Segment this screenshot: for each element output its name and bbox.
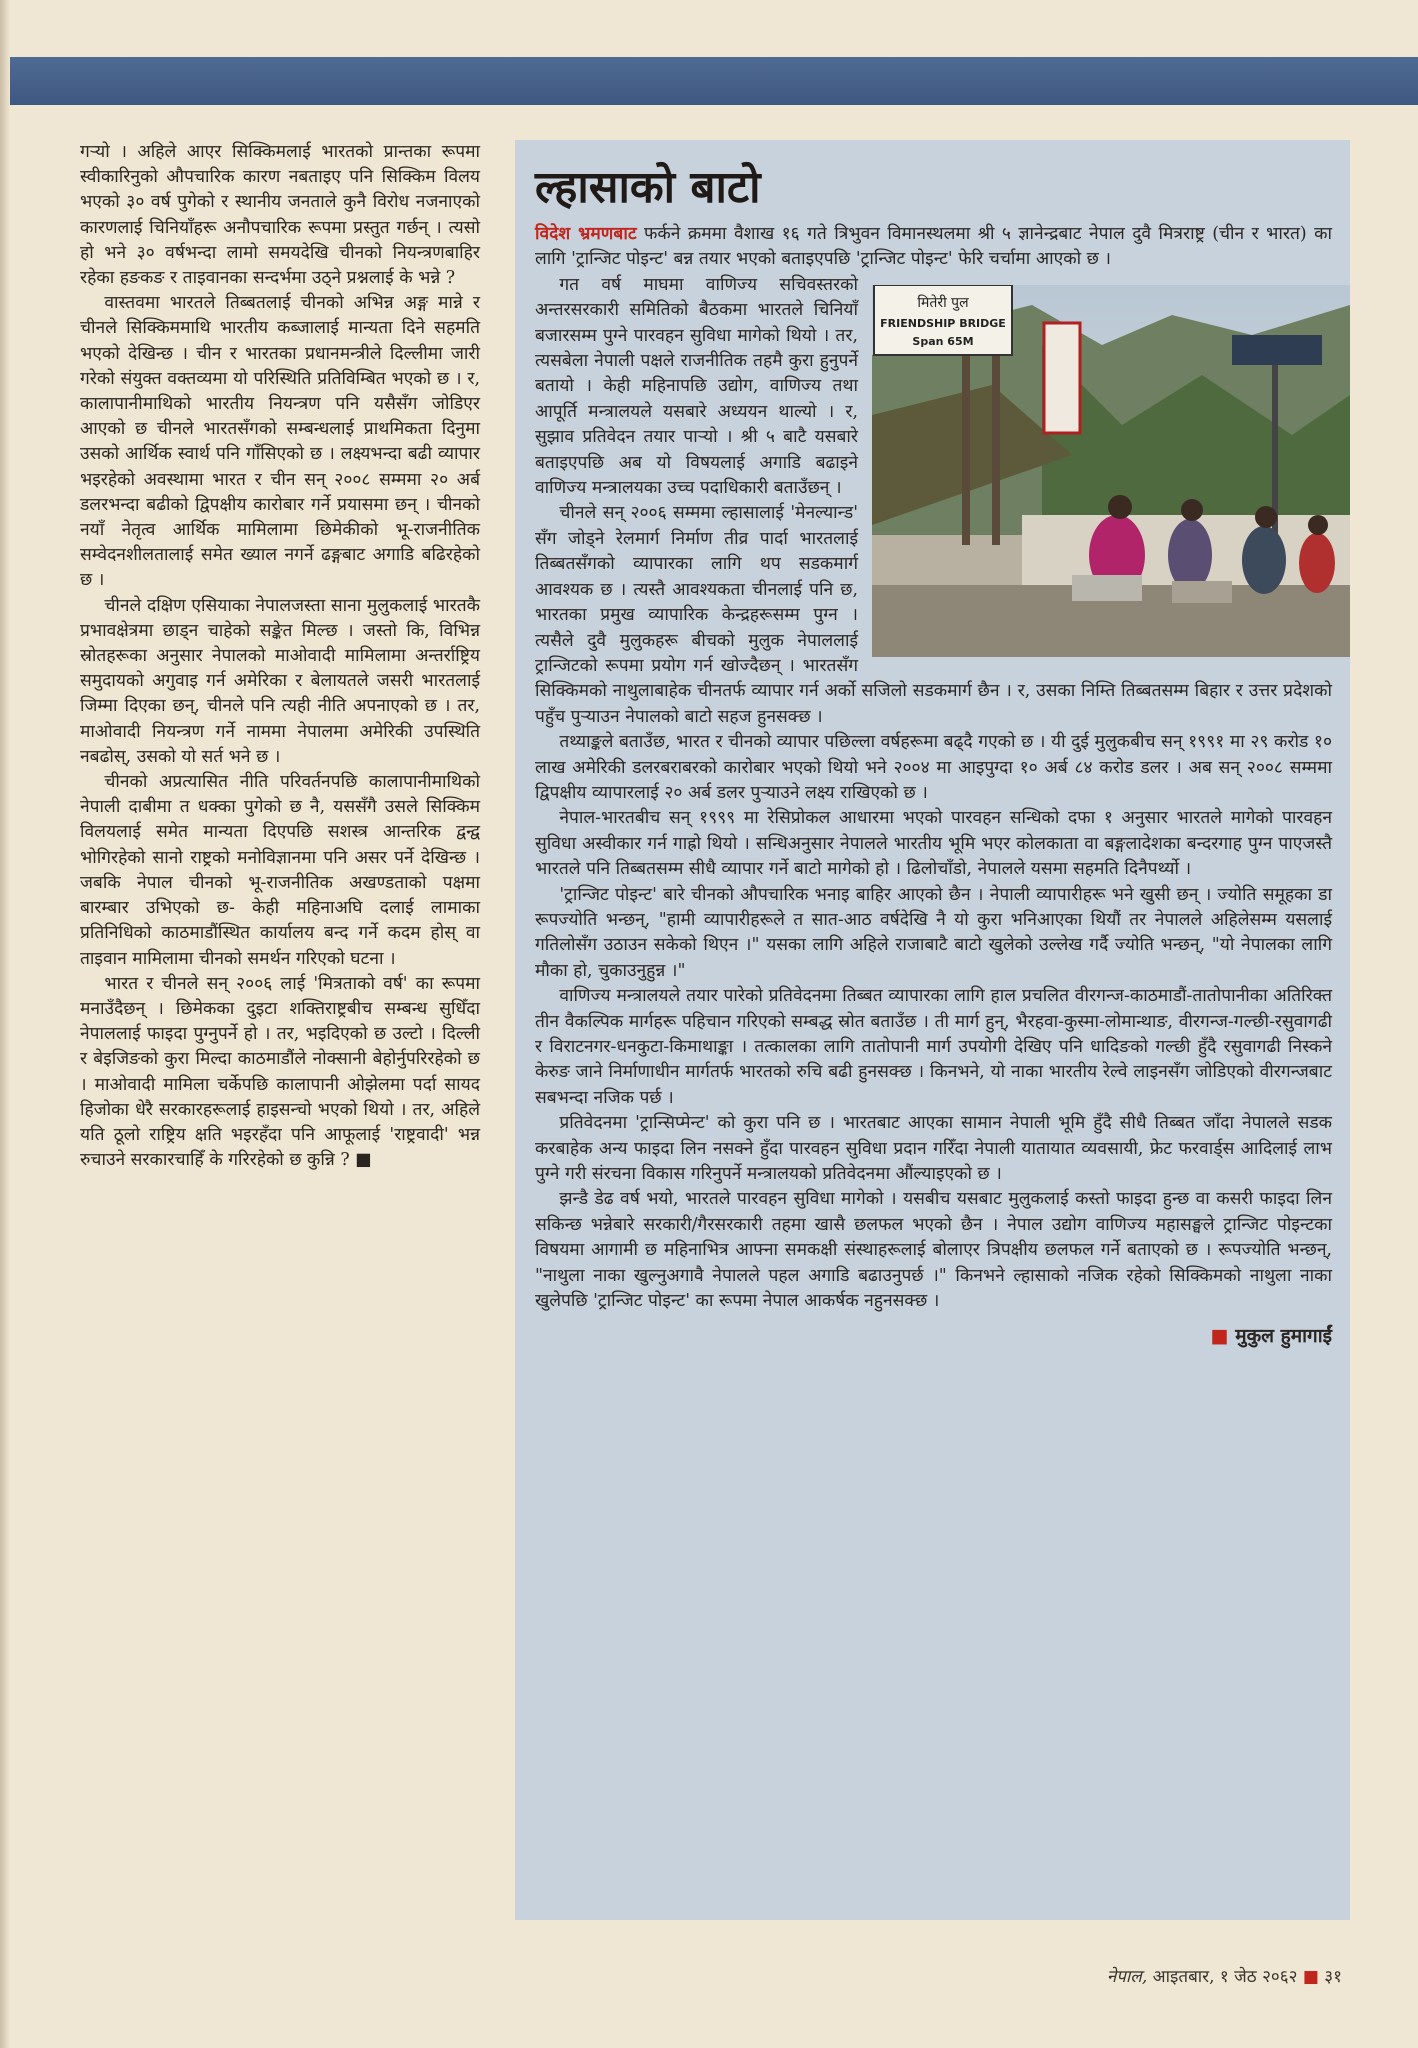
- left-column: [80, 140, 480, 1173]
- sign-nepali: मितेरी पुल: [917, 294, 969, 311]
- paragraph-text: भारत र चीनले सन् २००६ लाई 'मित्रताको वर्ष' का रूपमा मनाउँदैछन् । छिमेकका दुइटा शक्तिराष्ट्रबीच सम्बन्ध सुधिँदा नेपाललाई फाइदा पुग्नुपर्ने हो । तर, भइदिएको छ उल्टो । दिल्ली र बेइजिङको कुरा मिल्दा काठमाडौंले नोक्सानी बेहोर्नुपरिरहेको छ । माओवादी मामिला चर्केपछि कालापानी ओझेलमा पर्दा सायद हिजोका धेरै सरकारहरूलाई हाइसन्चो भएको थियो । तर, अहिले यति ठूलो राष्ट्रिय क्षति भइरहँदा पनि आफूलाई 'राष्ट्रवादी' भन्न रुचाउने सरकारचाहिँ के गरिरहेको छ कुन्नि ?: [80, 973, 480, 1171]
- publication-name: नेपाल,: [1106, 1967, 1148, 1987]
- sign-english: FRIENDSHIP BRIDGE: [880, 316, 1006, 330]
- paragraph: चीनले सन् २००६ सम्ममा ल्हासालाई 'मेनल्यान्ड' सँग जोड्ने रेलमार्ग निर्माण तीव्र पार्दा भारतलाई तिब्बतसँगको व्यापारका लागि थप सडकमार्ग आवश्यक छ । त्यस्तै आवश्यकता चीनलाई पनि छ, भारतका प्रमुख व्यापारिक केन्द्रहरूसम्म पुग्न । त्यसैले दुवै मुलुकहरू बीचको मुलुक नेपाललाई ट्रान्जिटको रूपमा प्रयोग गर्न खोज्दैछन् । भारतसँग सिक्किमको नाथुलाबाहेक चीनतर्फ व्यापार गर्न अर्को सजिलो सडकमार्ग छैन । र, उसका निम्ति तिब्बतसम्म बिहार र उत्तर प्रदेशको पहुँच पुऱ्याउन नेपालको बाटो सहज हुनसक्छ ।: [535, 503, 1332, 727]
- author-name: मुकुल हुमागाईं: [1235, 1325, 1332, 1348]
- footer-mark: ■: [1302, 1967, 1319, 1987]
- paragraph: प्रतिवेदनमा 'ट्रान्सिप्मेन्ट' को कुरा पनि छ । भारतबाट आएका सामान नेपाली भूमि हुँदै सीधै तिब्बत जाँदा नेपालले सडक करबाहेक अन्य फाइदा लिन नसक्ने हुँदा पारवहन सुविधा प्रदान गरिँदा नेपाली यातायात व्यवसायी, फ्रेट फरवार्ड्स आदिलाई लाभ पुग्ने गरी संरचना विकास गरिनुपर्ने मन्त्रालयको प्रतिवेदनमा औंल्याइएको छ ।: [535, 1113, 1332, 1185]
- paragraph: चीनको अप्रत्यासित नीति परिवर्तनपछि कालापानीमाथिको नेपाली दाबीमा त धक्का पुगेको छ नै, यससँगै उसले सिक्किम विलयलाई समेत मान्यता दिएपछि सशस्त्र आन्तरिक द्वन्द्व भोगिरहेको सानो राष्ट्रको मनोविज्ञानमा पनि असर पर्ने देखिन्छ । जबकि नेपाल चीनको भू-राजनीतिक अखण्डताको पक्षमा बारम्बार उभिएको छ- केही महिनाअघि दलाई लामाका प्रतिनिधिको काठमाडौंस्थित कार्यालय बन्द गर्ने कदम होस् वा ताइवान मामिलामा चीनको समर्थन गरिएको घटना ।: [80, 772, 480, 969]
- lead-text: फर्कने क्रममा वैशाख १६ गते त्रिभुवन विमानस्थलमा श्री ५ ज्ञानेन्द्रबाट नेपाल दुवै मित्रराष्ट्र (चीन र भारत) का लागि 'ट्रान्जिट पोइन्ट' बन्न तयार भएको बताइएपछि 'ट्रान्जिट पोइन्ट' फेरि चर्चामा आएको छ ।: [535, 224, 1332, 270]
- paragraph: वाणिज्य मन्त्रालयले तयार पारेको प्रतिवेदनमा तिब्बत व्यापारका लागि हाल प्रचलित वीरगन्ज-काठमाडौं-तातोपानीका अतिरिक्त तीन वैकल्पिक मार्गहरू पहिचान गरिएको सम्बद्ध स्रोत बताउँछ । ती मार्ग हुन्, भैरहवा-कुस्मा-लोमान्थाङ, वीरगन्ज-गल्छी-रसुवागढी र विराटनगर-धनकुटा-किमाथाङ्का । तत्कालका लागि तातोपानी मार्ग उपयोगी देखिए पनि धादिङको गल्छी हुँदै रसुवागढी निस्कने केरुङ जाने निर्माणाधीन मार्गतर्फ भारतको रुचि बढी हुनसक्छ । किनभने, यो नाका भारतीय रेल्वे लाइनसँग जोडिएको वीरगन्जबाट सबभन्दा नजिक पर्छ ।: [535, 986, 1332, 1108]
- byline-mark: ■: [1210, 1325, 1229, 1348]
- paragraph: नेपाल-भारतबीच सन् १९९९ मा रेसिप्रोकल आधारमा भएको पारवहन सन्धिको दफा १ अनुसार भारतले मागेको पारवहन सुविधा अस्वीकार गर्न गाह्रो थियो । सन्धिअनुसार नेपालले भारतीय भूमि भएर कोलकाता वा बङ्गलादेशका बन्दरगाह पुग्न पाएजस्तै भारतले पनि तिब्बतसम्म सीधै व्यापार गर्ने बाटो मागेको हो । ढिलोचाँडो, नेपालले यसमा सहमति दिनैपर्थ्यो ।: [535, 808, 1332, 880]
- paragraph: 'ट्रान्जिट पोइन्ट' बारे चीनको औपचारिक भनाइ बाहिर आएको छैन । नेपाली व्यापारीहरू भने खुसी छन् । ज्योति समूहका डा रूपज्योति भन्छन्, "हामी व्यापारीहरूले त सात-आठ वर्षदेखि नै यो कुरा भनिआएका थियौं तर नेपालले अहिलेसम्म यसलाई गतिलोसँग उठाउन सकेको थिएन ।" यसका लागि अहिले राजाबाटै बाटो खुलेको उल्लेख गर्दै ज्योति भन्छन्, "यो नेपालका लागि मौका हो, चुकाउनुहुन्न ।": [535, 884, 1332, 981]
- lead-paragraph: [535, 222, 1332, 273]
- paragraph: वास्तवमा भारतले तिब्बतलाई चीनको अभिन्न अङ्ग मान्ने र चीनले सिक्किममाथि भारतीय कब्जालाई मान्यता दिने सहमति भएको देखिन्छ । चीन र भारतका प्रधानमन्त्रीले दिल्लीमा जारी गरेको संयुक्त वक्तव्यमा यो परिस्थिति प्रतिविम्बित भएको छ । र, कालापानीमाथिको भारतीय नियन्त्रण पनि यसैसँग जोडिएर आएको छ चीनले भारतसँगको सम्बन्धलाई प्राथमिकता दिनुमा उसको आर्थिक स्वार्थ पनि गाँसिएको छ । लक्ष्यभन्दा बढी व्यापार भइरहेको अवस्थामा भारत र चीन सन् २००८ सम्ममा २० अर्ब डलरभन्दा बढीको द्विपक्षीय कारोबार गर्ने प्रयासमा छन् । चीनको नयाँ नेतृत्व आर्थिक मामिलामा छिमेकीको भू-राजनीतिक सम्वेदनशीलतालाई समेत ख्याल नगर्ने ढङ्गबाट अगाडि बढिरहेको छ ।: [80, 293, 480, 591]
- paragraph: तथ्याङ्कले बताउँछ, भारत र चीनको व्यापार पछिल्ला वर्षहरूमा बढ्दै गएको छ । यी दुई मुलुकबीच सन् १९९१ मा २९ करोड १० लाख अमेरिकी डलरबराबरको कारोबार भएको थियो भने २००४ मा आइपुग्दा १० अर्ब ८४ करोड डलर । अब सन् २००८ सम्ममा द्विपक्षीय व्यापारलाई २० अर्ब डलर पुऱ्याउने लक्ष्य राखिएको छ ।: [535, 732, 1332, 803]
- issue-date: आइतबार, १ जेठ २०६२: [1147, 1967, 1303, 1987]
- friendship-bridge-photo: [872, 285, 1350, 657]
- byline: [535, 1324, 1332, 1349]
- lead-tag: विदेश भ्रमणबाट: [535, 224, 637, 244]
- sign-span: Span 65M: [912, 334, 974, 348]
- page-footer: [1107, 1964, 1342, 1987]
- sidebar-title: ल्हासाको बाटो: [535, 162, 761, 213]
- header-band: [10, 57, 1418, 105]
- paragraph: झन्डै डेढ वर्ष भयो, भारतले पारवहन सुविधा मागेको । यसबीच यसबाट मुलुकलाई कस्तो फाइदा हुन्छ वा कसरी फाइदा लिन सकिन्छ भन्नेबारे सरकारी/गैरसरकारी तहमा खासै छलफल भएको छैन । नेपाल उद्योग वाणिज्य महासङ्घले ट्रान्जिट पोइन्टका विषयमा आगामी छ महिनाभित्र आफ्ना समकक्षी संस्थाहरूलाई बोलाएर त्रिपक्षीय छलफल गर्ने बताएको छ । रूपज्योति भन्छन्, "नाथुला नाका खुल्नुअगावै नेपालले पहल अगाडि बढाउनुपर्छ ।" किनभने ल्हासाको नजिक रहेको सिक्किमको नाथुला नाका खुलेपछि 'ट्रान्जिट पोइन्ट' का रूपमा नेपाल आकर्षक नहुनसक्छ ।: [535, 1189, 1332, 1312]
- end-mark: ■: [355, 1150, 372, 1171]
- page-edge: [0, 0, 10, 2048]
- paragraph: गऱ्यो । अहिले आएर सिक्किमलाई भारतको प्रान्तका रूपमा स्वीकारिनुको औपचारिक कारण नबताइए पनि सिक्किम विलय भएको ३० वर्ष पुगेको र स्थानीय जनताले कुनै विरोध नजनाएको कारणलाई चिनियाँहरू अनौपचारिक रूपमा प्रस्तुत गर्छन् । त्यसो हो भने ३० वर्षभन्दा लामो समयदेखि चीनको नियन्त्रणबाहिर रहेका हङकङ र ताइवानका सन्दर्भमा उठ्ने प्रश्नलाई के भन्ने ?: [80, 142, 480, 289]
- sidebar-box: [515, 140, 1350, 1920]
- paragraph: चीनले दक्षिण एसियाका नेपालजस्ता साना मुलुकलाई भारतकै प्रभावक्षेत्रमा छाड्न चाहेको सङ्केत मिल्छ । जस्तो कि, विभिन्न स्रोतहरूका अनुसार नेपालको माओवादी मामिलामा अन्तर्राष्ट्रिय समुदायको अगुवाइ गर्न अमेरिका र बेलायतले जसरी भारतलाई जिम्मा दिएका छन्, चीनले पनि त्यही नीति अपनाएको छ । तर, माओवादी नियन्त्रण गर्ने नाममा नेपालमा अमेरिकी उपस्थिति नबढोस्, उसको यो सर्त भने छ ।: [80, 595, 480, 767]
- photo-illustration: [872, 285, 1350, 657]
- paragraph: गत वर्ष माघमा वाणिज्य सचिवस्तरको अन्तरसरकारी समितिको बैठकमा भारतले चिनियाँ बजारसम्म पुग्ने पारवहन सुविधा मागेको थियो । तर, त्यसबेला नेपाली पक्षले राजनीतिक तहमै कुरा हुनुपर्ने बतायो । केही महिनापछि उद्योग, वाणिज्य तथा आपूर्ति मन्त्रालयले यसबारे अध्ययन थाल्यो । र, सुझाव प्रतिवेदन तयार पाऱ्यो । श्री ५ बाटै यसबारे बताइएपछि अब यो विषयलाई अगाडि बढाइने वाणिज्य मन्त्रालयका उच्च पदाधिकारी बताउँछन् ।: [535, 274, 858, 499]
- paragraph-last: [80, 972, 480, 1174]
- page-number: ३१: [1318, 1967, 1342, 1987]
